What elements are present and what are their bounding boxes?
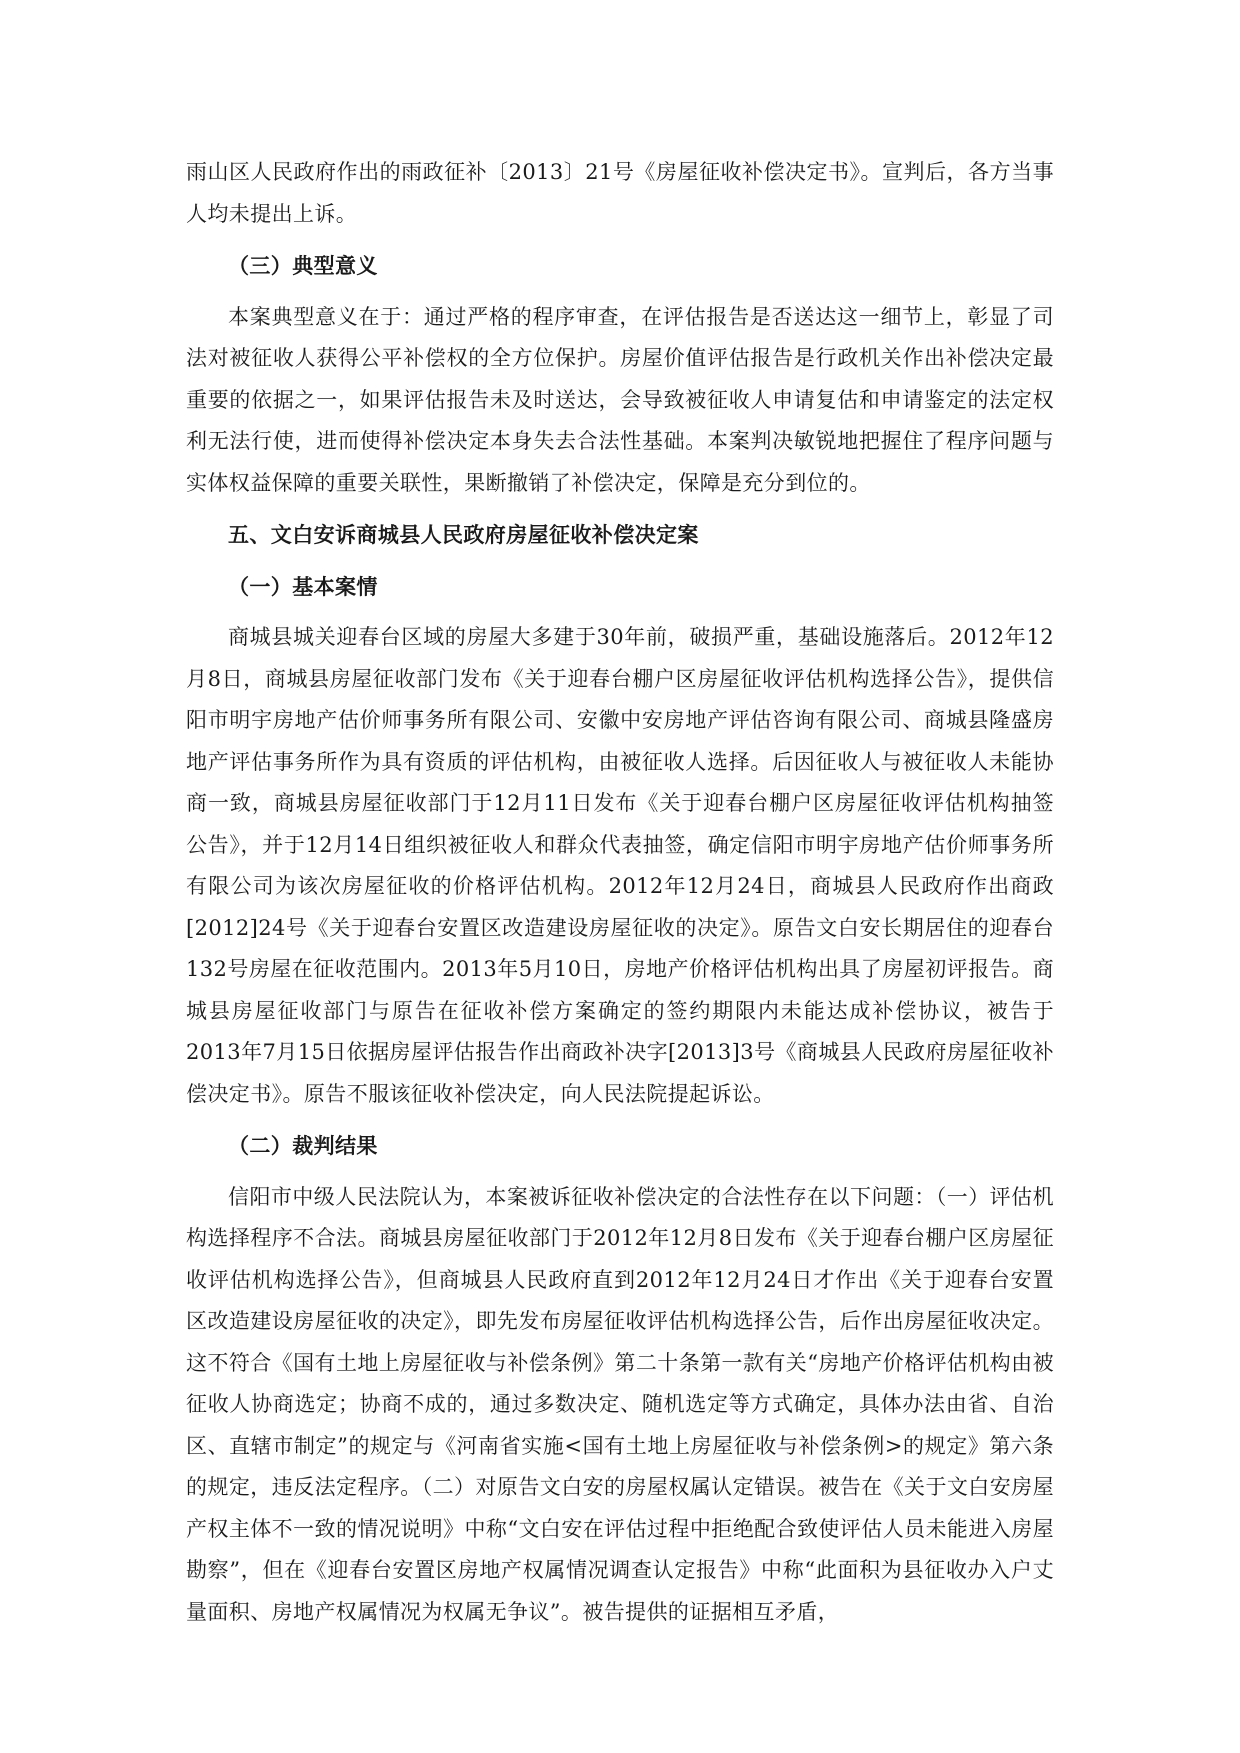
section-heading-significance: （三）典型意义 (228, 253, 378, 278)
paragraph-judgment-result: 信阳市中级人民法院认为，本案被诉征收补偿决定的合法性存在以下问题：（一）评估机构选择程序不合法。商城县房屋征收部门于2012年12月8日发布《关于迎春台棚户区房屋征收评估机构选择公告》，但商城县人民政府直到2012年12月24日才作出《关于迎春台安置区改造建设房屋征收的决定》，即先发布房屋征收评估机构选择公告，后作出房屋征收决定。这不符合《国有土地上房屋征收与补偿条例》第二十条第一款有关“房地产价格评估机构由被征收人协商选定；协商不成的，通过多数决定、随机选定等方式确定，具体办法由省、自治区、直辖市制定”的规定与《河南省实施<国有土地上房屋征收与补偿条例>的规定》第六条的规定，违反法定程序。（二）对原告文白安的房屋权属认定错误。被告在《关于文白安房屋产权主体不一致的情况说明》中称“文白安在评估过程中拒绝配合致使评估人员未能进入房屋勘察”，但在《迎春台安置区房地产权属情况调查认定报告》中称“此面积为县征收办入户丈量面积、房地产权属情况为权属无争议”。被告提供的证据相互矛盾， (186, 1184, 1054, 1624)
section-heading-basic-facts: （一）基本案情 (228, 573, 378, 599)
paragraph-continued-judgment: 雨山区人民政府作出的雨政征补〔2013〕21号《房屋征收补偿决定书》。宣判后，各方当事人均未提出上诉。 (186, 160, 1054, 226)
paragraph-basic-facts: 商城县城关迎春台区域的房屋大多建于30年前，破损严重，基础设施落后。2012年12月8日，商城县房屋征收部门发布《关于迎春台棚户区房屋征收评估机构选择公告》，提供信阳市明宇房地产估价师事务所有限公司、安徽中安房地产评估咨询有限公司、商城县隆盛房地产评估事务所作为具有资质的评估机构，由被征收人选择。后因征收人与被征收人未能协商一致，商城县房屋征收部门于12月11日发布《关于迎春台棚户区房屋征收评估机构抽签公告》，并于12月14日组织被征收人和群众代表抽签，确定信阳市明宇房地产估价师事务所有限公司为该次房屋征收的价格评估机构。2012年12月24日，商城县人民政府作出商政[2012]24号《关于迎春台安置区改造建设房屋征收的决定》。原告文白安长期居住的迎春台132号房屋在征收范围内。2013年5月10日，房地产价格评估机构出具了房屋初评报告。商城县房屋征收部门与原告在征收补偿方案确定的签约期限内未能达成补偿协议，被告于2013年7月15日依据房屋评估报告作出商政补决字[2013]3号《商城县人民政府房屋征收补偿决定书》。原告不服该征收补偿决定，向人民法院提起诉讼。 (186, 625, 1054, 1106)
document-page (186, 152, 1054, 1633)
case-title: 五、文白安诉商城县人民政府房屋征收补偿决定案 (228, 522, 699, 547)
paragraph-significance: 本案典型意义在于：通过严格的程序审查，在评估报告是否送达这一细节上，彰显了司法对被征收人获得公平补偿权的全方位保护。房屋价值评估报告是行政机关作出补偿决定最重要的依据之一，如果评估报告未及时送达，会导致被征收人申请复估和申请鉴定的法定权利无法行使，进而使得补偿决定本身失去合法性基础。本案判决敏锐地把握住了程序问题与实体权益保障的重要关联性，果断撤销了补偿决定，保障是充分到位的。 (186, 304, 1054, 495)
section-heading-judgment-result: （二）裁判结果 (228, 1133, 378, 1158)
